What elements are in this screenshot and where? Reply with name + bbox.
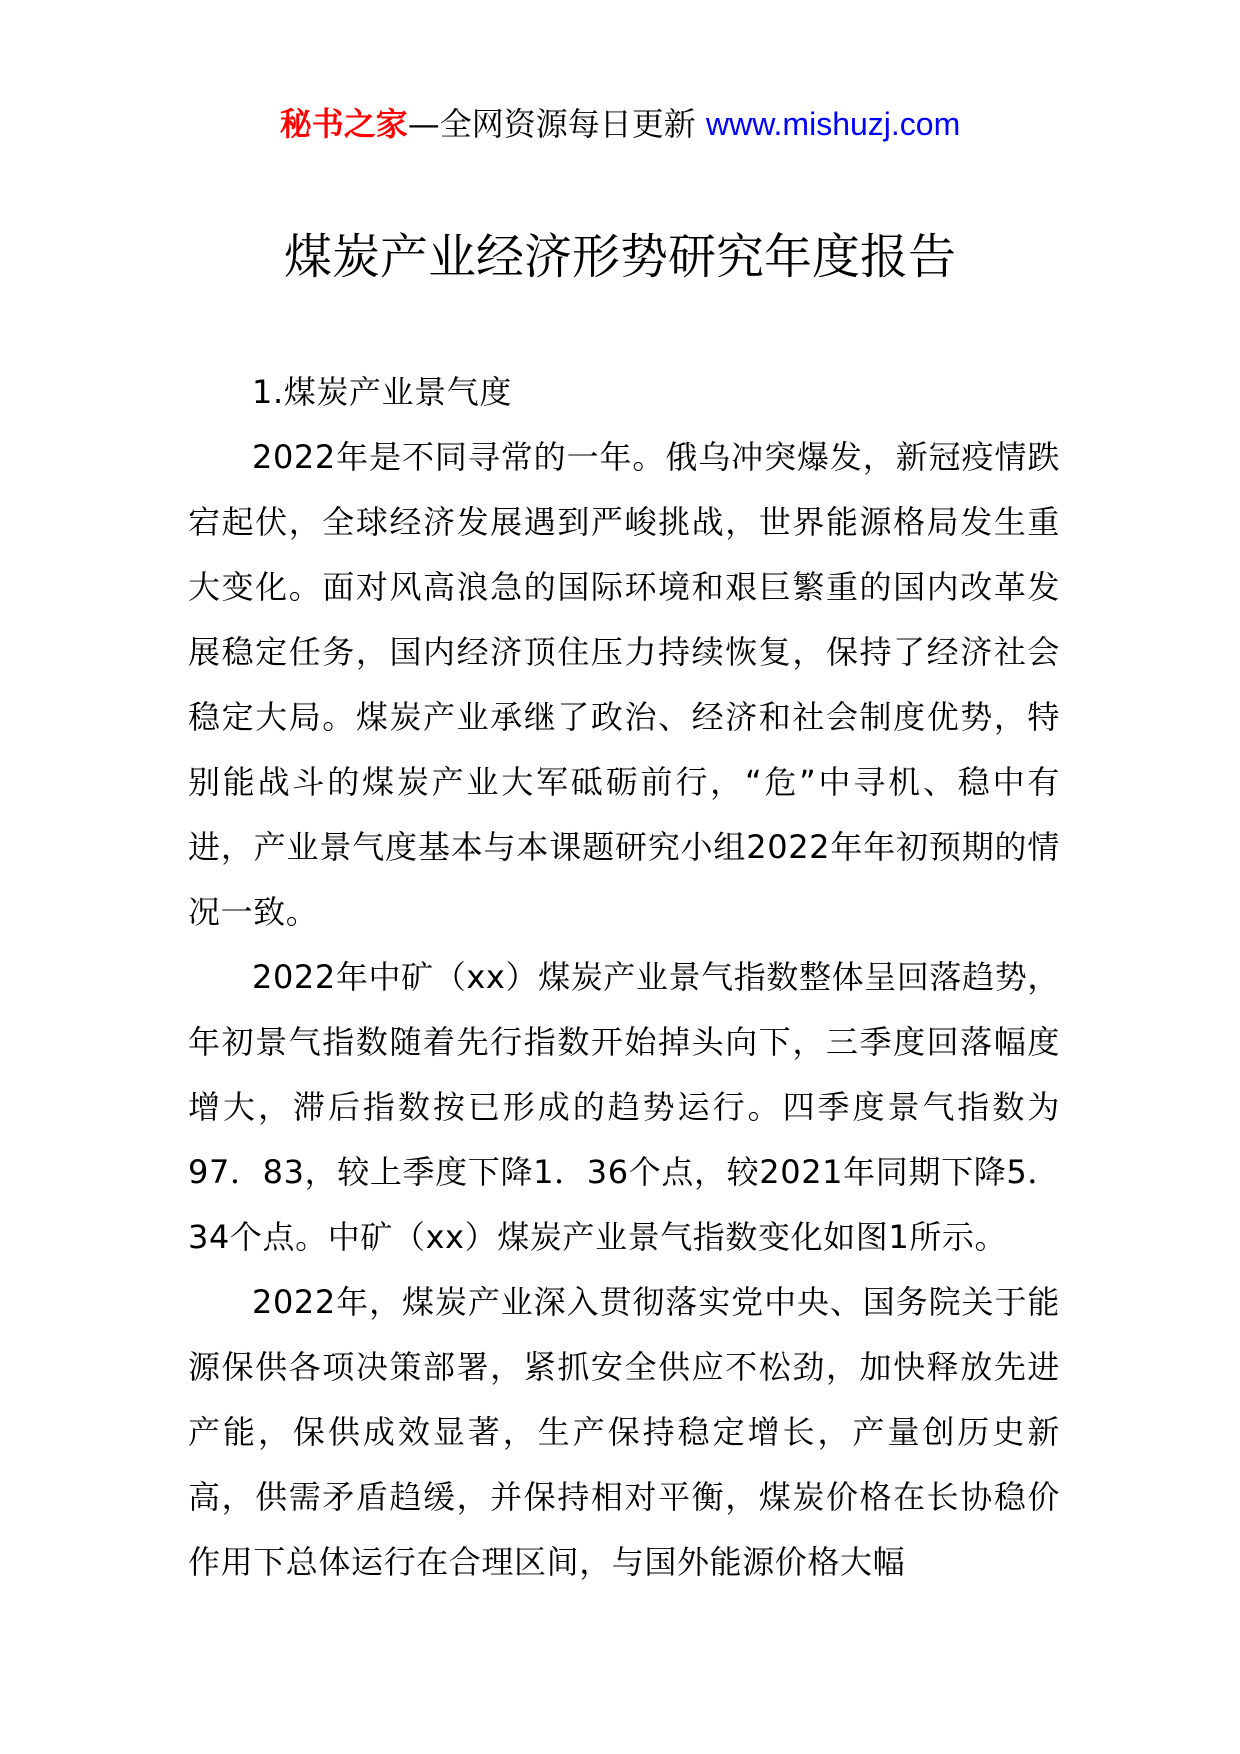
paragraph: 2022年中矿（xx）煤炭产业景气指数整体呈回落趋势，年初景气指数随着先行指数开始掉头向下，三季度回落幅度增大，滞后指数按已形成的趋势运行。四季度景气指数为97．83，较上季度下降1．36个点，较2021年同期下降5．34个点。中矿（xx）煤炭产业景气指数变化如图1所示。	[188, 958, 1060, 1256]
page-header	[0, 102, 1240, 146]
paragraph: 2022年是不同寻常的一年。俄乌冲突爆发，新冠疫情跌宕起伏，全球经济发展遇到严峻挑战，世界能源格局发生重大变化。面对风高浪急的国际环境和艰巨繁重的国内改革发展稳定任务，国内经济顶住压力持续恢复，保持了经济社会稳定大局。煤炭产业承继了政治、经济和社会制度优势，特别能战斗的煤炭产业大军砥砺前行，“危”中寻机、稳中有进，产业景气度基本与本课题研究小组2022年年初预期的情况一致。	[188, 438, 1060, 931]
header-brand: 秘书之家	[279, 105, 408, 143]
header-url-link[interactable]: www.mishuzj.com	[705, 106, 961, 142]
header-tagline: —全网资源每日更新	[407, 105, 706, 143]
document-body	[188, 360, 1060, 1595]
document-title: 煤炭产业经济形势研究年度报告	[283, 229, 956, 285]
paragraph: 2022年，煤炭产业深入贯彻落实党中央、国务院关于能源保供各项决策部署，紧抓安全供应不松劲，加快释放先进产能，保供成效显著，生产保持稳定增长，产量创历史新高，供需矛盾趋缓，并保持相对平衡，煤炭价格在长协稳价作用下总体运行在合理区间，与国外能源价格大幅	[188, 1283, 1060, 1581]
section-heading: 1.煤炭产业景气度	[252, 373, 512, 411]
